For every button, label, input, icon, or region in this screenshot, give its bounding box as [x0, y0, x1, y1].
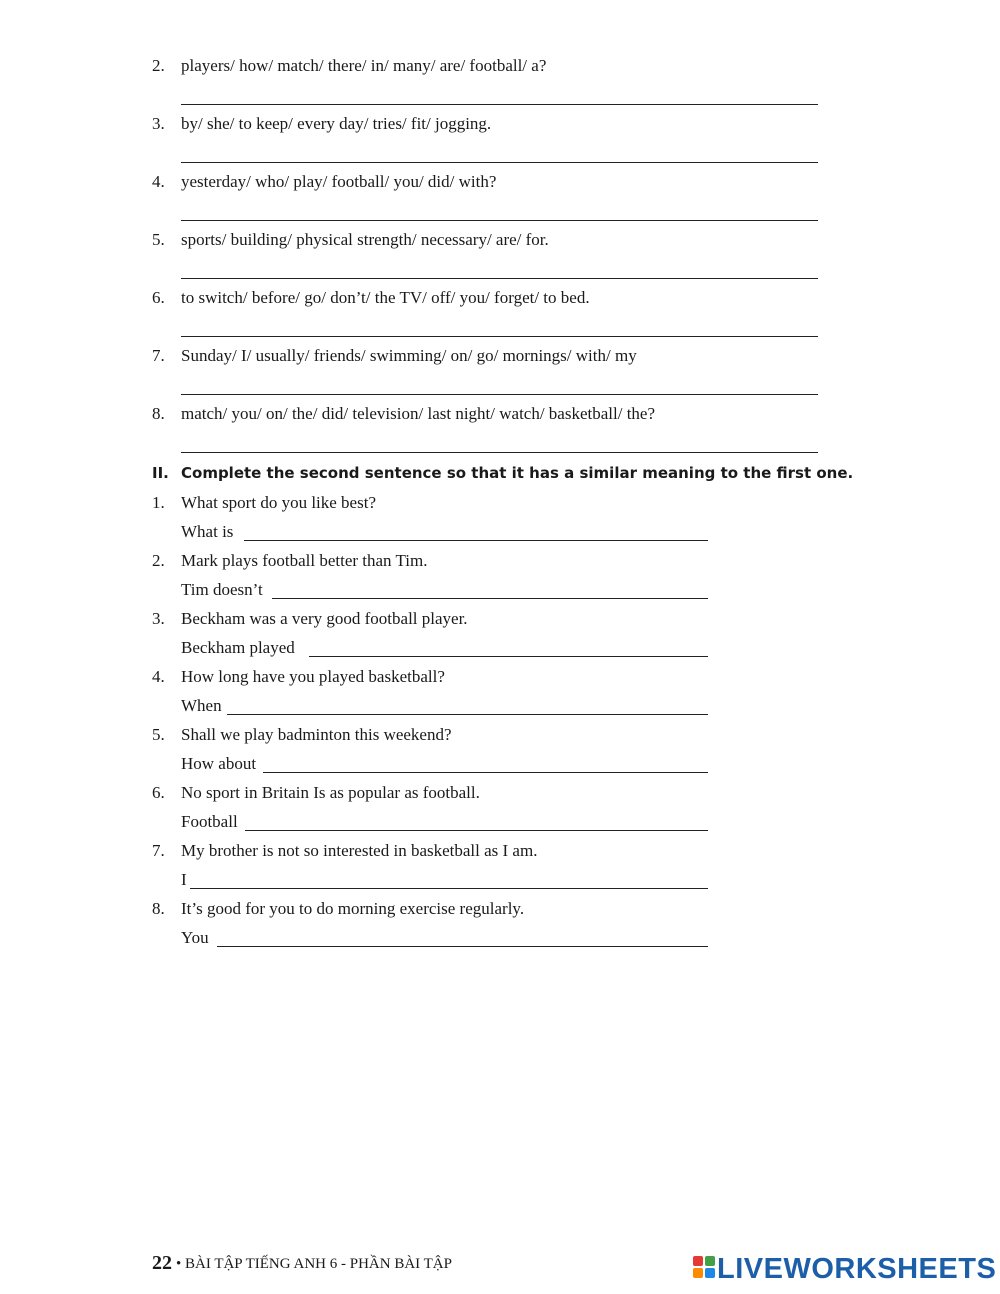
item-prompt: Beckham played: [181, 638, 295, 657]
item-number: 4.: [152, 667, 165, 686]
item-words: sports/ building/ physical strength/ necessary/ are/ for.: [181, 230, 549, 249]
item-number: 3.: [152, 609, 165, 628]
item-sentence: No sport in Britain Is as popular as football.: [181, 783, 480, 802]
liveworksheets-logo-icon: [693, 1256, 717, 1282]
answer-line[interactable]: [245, 830, 708, 831]
answer-line[interactable]: [181, 452, 818, 453]
item-words: match/ you/ on/ the/ did/ television/ last night/ watch/ basketball/ the?: [181, 404, 656, 423]
logo-square-red: [693, 1256, 703, 1266]
item-prompt: I: [181, 870, 187, 889]
answer-line[interactable]: [227, 714, 708, 715]
item-number: 7.: [152, 841, 165, 860]
item-sentence: Shall we play badminton this weekend?: [181, 725, 452, 744]
logo-square-orange: [693, 1268, 703, 1278]
logo-square-blue: [705, 1268, 715, 1278]
item-number: 6.: [152, 783, 165, 802]
answer-line[interactable]: [181, 162, 818, 163]
item-prompt: Football: [181, 812, 238, 831]
item-number: 8.: [152, 404, 165, 423]
item-number: 6.: [152, 288, 165, 307]
item-prompt: You: [181, 928, 209, 947]
item-number: 7.: [152, 346, 165, 365]
logo-text: LIVEWORKSHEETS: [717, 1253, 997, 1285]
item-number: 1.: [152, 493, 165, 512]
item-number: 4.: [152, 172, 165, 191]
section-number: II.: [152, 464, 169, 482]
item-words: yesterday/ who/ play/ football/ you/ did/ with?: [181, 172, 497, 191]
section-heading: Complete the second sentence so that it has a similar meaning to the first one.: [181, 464, 854, 482]
item-words: to switch/ before/ go/ don’t/ the TV/ off/ you/ forget/ to bed.: [181, 288, 590, 307]
answer-line[interactable]: [181, 336, 818, 337]
item-number: 5.: [152, 725, 165, 744]
item-words: Sunday/ I/ usually/ friends/ swimming/ on/ go/ mornings/ with/ my: [181, 346, 637, 365]
item-sentence: Mark plays football better than Tim.: [181, 551, 428, 570]
answer-line[interactable]: [181, 278, 818, 279]
item-number: 2.: [152, 551, 165, 570]
item-prompt: When: [181, 696, 222, 715]
item-sentence: How long have you played basketball?: [181, 667, 445, 686]
answer-line[interactable]: [181, 394, 818, 395]
item-number: 2.: [152, 56, 165, 75]
item-sentence: What sport do you like best?: [181, 493, 376, 512]
liveworksheets-logo: [693, 1254, 996, 1284]
item-number: 8.: [152, 899, 165, 918]
book-title: • BÀI TẬP TIẾNG ANH 6 - PHẦN BÀI TẬP: [176, 1256, 452, 1272]
answer-line[interactable]: [190, 888, 708, 889]
page-number: 22: [152, 1252, 172, 1274]
item-words: players/ how/ match/ there/ in/ many/ are/ football/ a?: [181, 56, 547, 75]
answer-line[interactable]: [181, 104, 818, 105]
logo-square-green: [705, 1256, 715, 1266]
item-prompt: What is: [181, 522, 234, 541]
item-number: 5.: [152, 230, 165, 249]
answer-line[interactable]: [309, 656, 708, 657]
item-sentence: It’s good for you to do morning exercise regularly.: [181, 899, 525, 918]
item-sentence: Beckham was a very good football player.: [181, 609, 468, 628]
item-prompt: How about: [181, 754, 257, 773]
answer-line[interactable]: [272, 598, 708, 599]
item-sentence: My brother is not so interested in basketball as I am.: [181, 841, 538, 860]
answer-line[interactable]: [244, 540, 708, 541]
answer-line[interactable]: [263, 772, 708, 773]
answer-line[interactable]: [181, 220, 818, 221]
answer-line[interactable]: [217, 946, 708, 947]
item-words: by/ she/ to keep/ every day/ tries/ fit/ jogging.: [181, 114, 492, 133]
item-number: 3.: [152, 114, 165, 133]
item-prompt: Tim doesn’t: [181, 580, 263, 599]
